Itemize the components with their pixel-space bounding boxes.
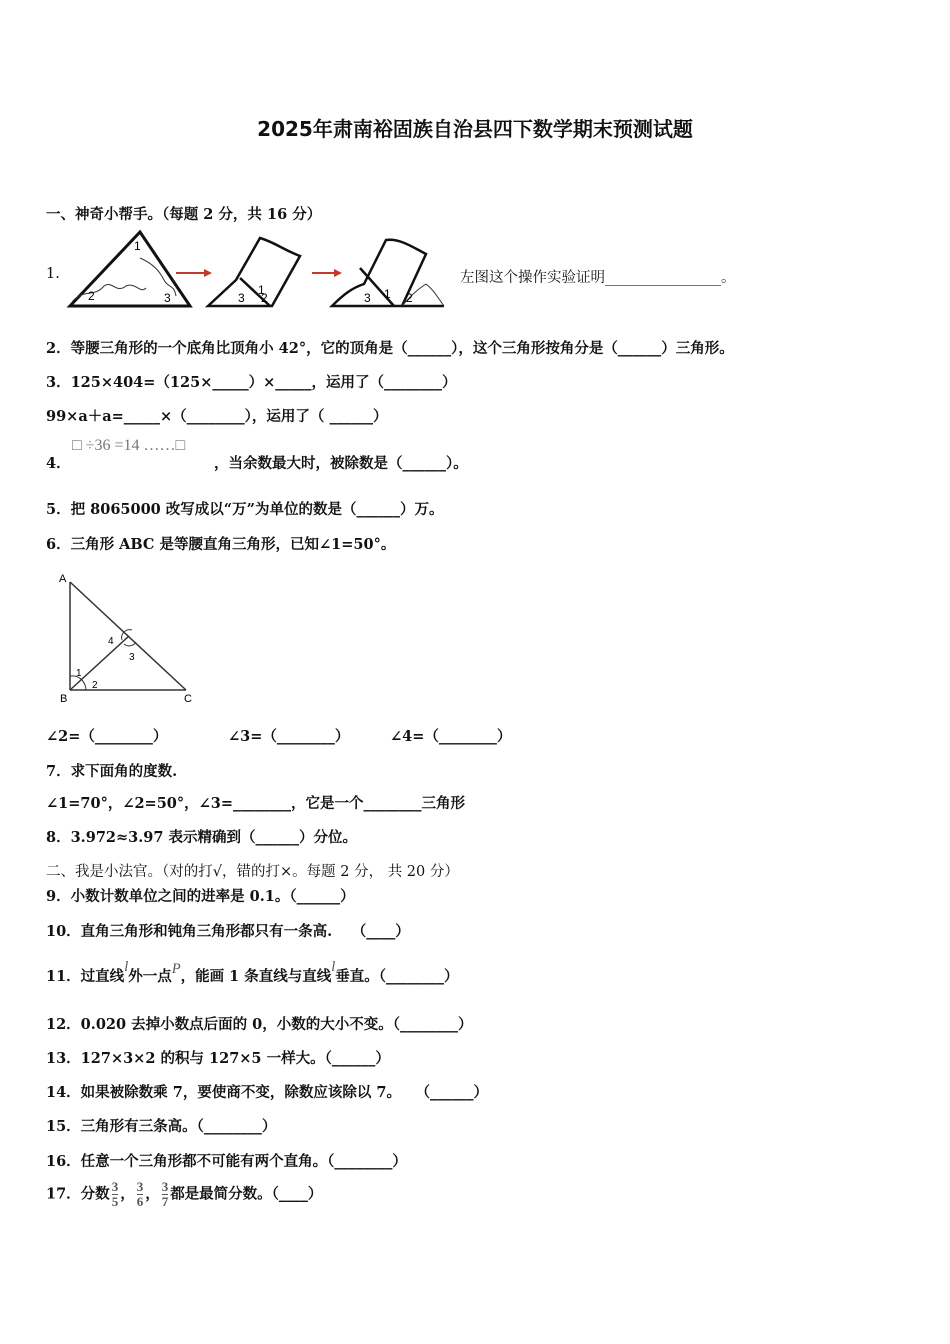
section-2-heading: 二、我是小法官。（对的打√，错的打×。每题 2 分， 共 20 分） bbox=[46, 864, 459, 880]
section-1-heading: 一、神奇小帮手。（每题 2 分，共 16 分） bbox=[46, 206, 322, 223]
q1-fig-label: 3 bbox=[238, 291, 245, 305]
q11-point-symbol: P bbox=[171, 961, 181, 977]
q17-part1: 17．分数 bbox=[46, 1185, 110, 1203]
q17-text bbox=[46, 1180, 322, 1209]
q1-fig-label: 1 bbox=[384, 287, 391, 301]
q17-fraction-2: $\frac{3}{6}$ bbox=[136, 1179, 144, 1209]
q1-fig-label: 2 bbox=[406, 291, 413, 305]
q6-angle-3: 3 bbox=[129, 652, 135, 663]
q1-fig-label: 2 bbox=[261, 291, 268, 305]
q11-part4: 垂直。（________） bbox=[335, 968, 459, 985]
q17-separator: ， bbox=[145, 1185, 160, 1203]
q4-expression: □ ÷36 =14 ……□ bbox=[72, 437, 186, 454]
q9-text: 9．小数计数单位之间的进率是 0.1。（______） bbox=[46, 888, 355, 905]
q5-text: 5．把 8065000 改写成以“万”为单位的数是（______）万。 bbox=[46, 501, 444, 518]
q6-angle-2: 2 bbox=[92, 680, 98, 691]
q3-line2: 99×a＋a=_____×（________），运用了（ ______） bbox=[46, 408, 388, 425]
q6-vertex-b: B bbox=[60, 693, 68, 705]
q11-text bbox=[46, 959, 459, 986]
q1-fig-label: 3 bbox=[364, 291, 371, 305]
q11-part2: 外一点 bbox=[128, 968, 172, 985]
q1-fig-label: 3 bbox=[164, 291, 171, 305]
q17-separator: ， bbox=[120, 1185, 135, 1203]
q2-text: 2．等腰三角形的一个底角比顶角小 42°，它的顶角是（______），这个三角形按角分是（______）三角形。 bbox=[46, 340, 734, 357]
q3-line1: 3．125×404=（125×_____）×_____，运用了（________） bbox=[46, 374, 457, 391]
q10-text: 10．直角三角形和钝角三角形都只有一条高. （____） bbox=[46, 923, 410, 940]
q11-line-symbol: l bbox=[331, 959, 336, 975]
q6-angle-1: 1 bbox=[76, 668, 82, 679]
q11-line-symbol: l bbox=[124, 959, 129, 975]
q1-figure bbox=[64, 228, 456, 310]
q14-text: 14．如果被除数乘 7，要使商不变，除数应该除以 7。 （______） bbox=[46, 1084, 488, 1101]
q13-text: 13．127×3×2 的积与 127×5 一样大。（______） bbox=[46, 1050, 390, 1067]
q11-part3: ，能画 1 条直线与直线 bbox=[180, 968, 332, 985]
q11-part1: 11．过直线 bbox=[46, 968, 125, 985]
q6-text: 6．三角形 ABC 是等腰直角三角形，已知∠1=50°。 bbox=[46, 536, 396, 553]
q6-answer-3: ∠3=（________） bbox=[228, 728, 350, 745]
q6-figure bbox=[56, 570, 202, 706]
q6-answer-2: ∠2=（________） bbox=[46, 728, 168, 745]
q7-line2: ∠1=70°，∠2=50°，∠3=________，它是一个________三角形 bbox=[46, 795, 466, 812]
q1-number: 1. bbox=[46, 266, 60, 282]
q4-number: 4． bbox=[46, 455, 71, 472]
q1-fig-label: 1 bbox=[258, 283, 265, 297]
q7-line1: 7．求下面角的度数. bbox=[46, 763, 178, 780]
q12-text: 12．0.020 去掉小数点后面的 0，小数的大小不变。（________） bbox=[46, 1016, 473, 1033]
q6-vertex-a: A bbox=[59, 573, 67, 585]
q17-fraction-1: $\frac{3}{5}$ bbox=[111, 1179, 119, 1209]
q4-text: ，当余数最大时，被除数是（______）。 bbox=[214, 455, 468, 472]
q6-angle-4: 4 bbox=[108, 636, 114, 647]
q17-part2: 都是最简分数。（____） bbox=[170, 1185, 323, 1203]
q1-fig-label: 2 bbox=[88, 289, 95, 303]
q17-fraction-3: $\frac{3}{7}$ bbox=[161, 1179, 169, 1209]
page-title: 2025年肃南裕固族自治县四下数学期末预测试题 bbox=[257, 117, 693, 141]
q6-vertex-c: C bbox=[184, 693, 192, 705]
q15-text: 15．三角形有三条高。（________） bbox=[46, 1118, 277, 1135]
q8-text: 8．3.972≈3.97 表示精确到（______）分位。 bbox=[46, 829, 358, 846]
q16-text: 16．任意一个三角形都不可能有两个直角。（________） bbox=[46, 1153, 407, 1170]
q1-fig-label: 1 bbox=[134, 239, 141, 253]
q1-text: 左图这个操作实验证明________________。 bbox=[460, 270, 736, 286]
q6-answer-4: ∠4=（________） bbox=[390, 728, 512, 745]
